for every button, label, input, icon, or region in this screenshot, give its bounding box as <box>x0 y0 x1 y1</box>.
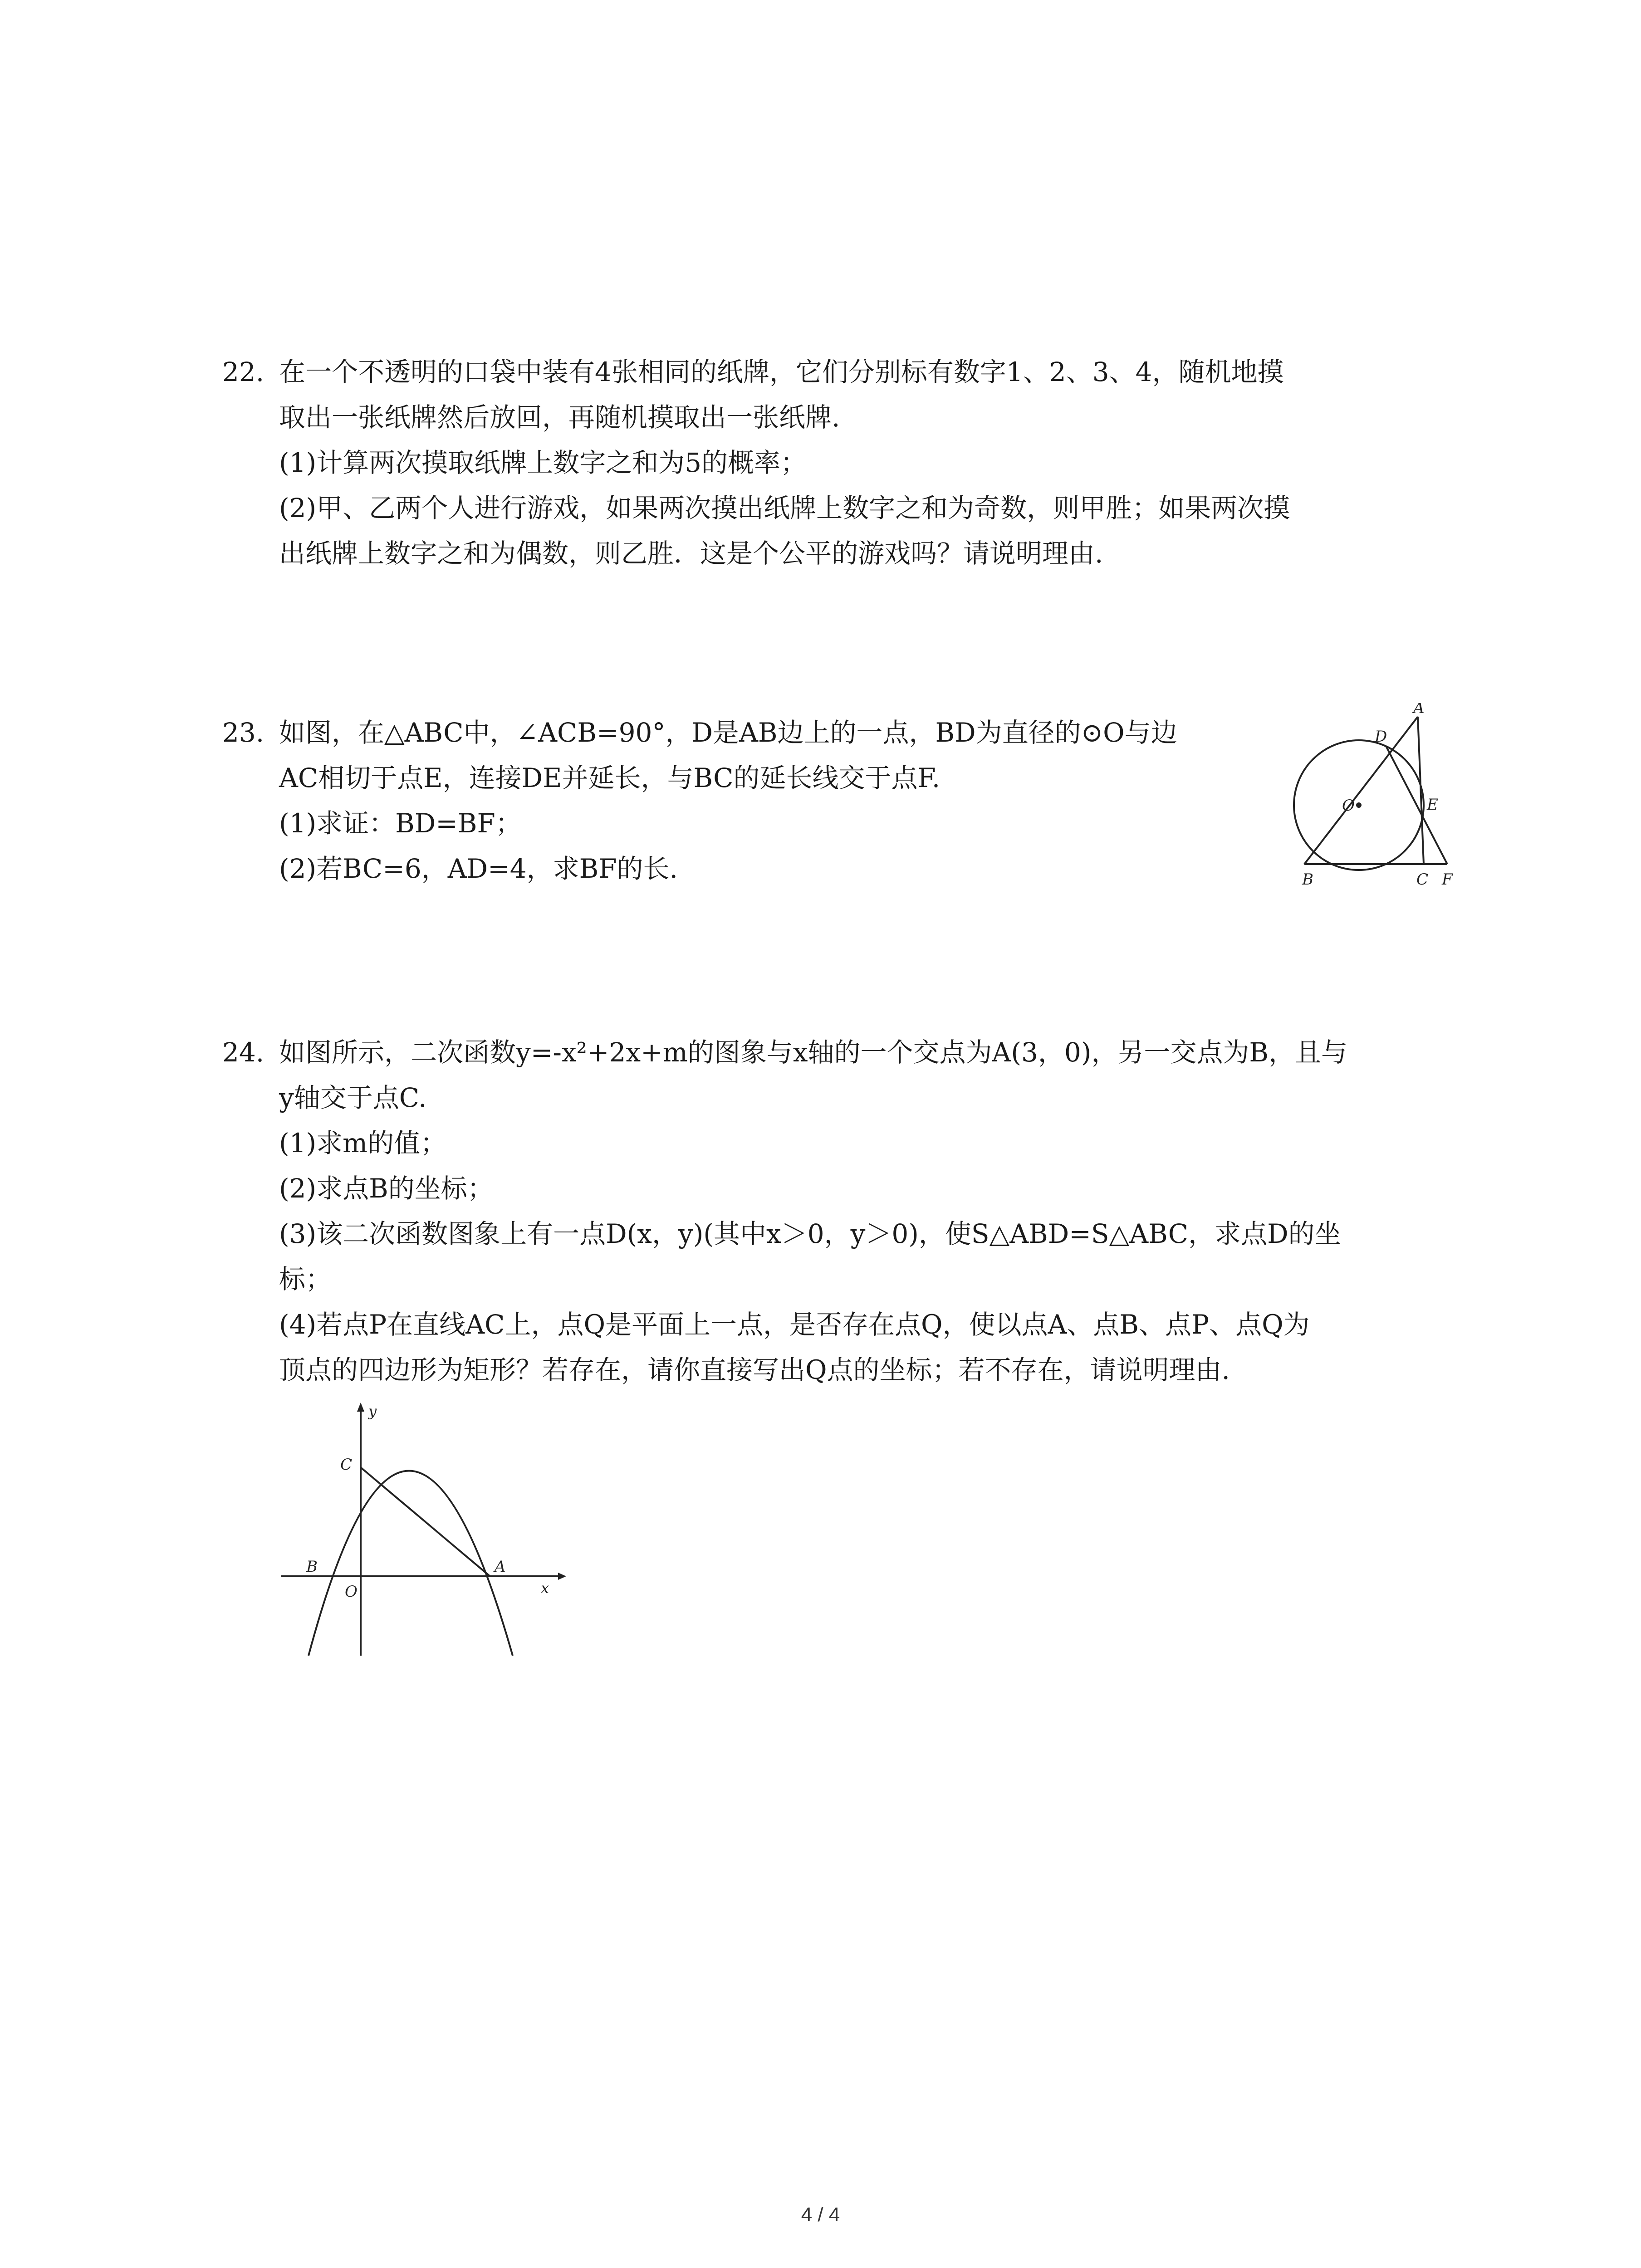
label-a: A <box>495 1558 506 1576</box>
label-c: C <box>1416 870 1429 889</box>
label-x: x <box>541 1579 549 1597</box>
problem-24-part-3: (3)该二次函数图象上有一点D(x，y)(其中x＞0，y＞0)，使S△ABD=S△ABC，求点D的坐 <box>279 1218 1341 1249</box>
parabola-figure <box>272 1397 572 1662</box>
problem-24-part-2: (2)求点B的坐标； <box>279 1173 494 1204</box>
problem-23 <box>222 710 1456 891</box>
center-point <box>1356 802 1362 808</box>
problem-24-line-2: y轴交于点C. <box>279 1082 427 1113</box>
problem-22-part-2: (2)甲、乙两个人进行游戏，如果两次摸出纸牌上数字之和为奇数，则甲胜；如果两次摸 <box>279 493 1290 523</box>
label-f: F <box>1442 870 1453 889</box>
problem-24-part-3-cont: 标； <box>279 1264 332 1295</box>
problem-number: 23. <box>222 717 265 748</box>
label-o: O <box>1342 797 1355 815</box>
problem-24-part-4-cont: 顶点的四边形为矩形？若存在，请你直接写出Q点的坐标；若不存在，请说明理由. <box>279 1354 1230 1385</box>
label-b: B <box>1302 870 1313 889</box>
y-axis-arrow <box>357 1403 364 1412</box>
problem-22-part-2-cont: 出纸牌上数字之和为偶数，则乙胜．这是个公平的游戏吗？请说明理由. <box>279 538 1103 569</box>
label-c: C <box>340 1456 353 1474</box>
problem-22-line-1: 22. 在一个不透明的口袋中装有4张相同的纸牌，它们分别标有数字1、2、3、4，随机地摸 <box>222 349 1456 395</box>
problem-23-line-1: 23. 如图，在△ABC中，∠ACB=90°，D是AB边上的一点，BD为直径的⊙O与边 <box>222 710 1456 755</box>
label-b: B <box>306 1558 318 1576</box>
problem-24 <box>222 1030 1456 1393</box>
problem-24-part-1: (1)求m的值； <box>279 1128 447 1158</box>
x-axis-arrow <box>558 1573 566 1580</box>
page-number: 4 / 4 <box>801 2204 840 2226</box>
problem-number: 22. <box>222 357 265 387</box>
segment-ab <box>1304 717 1418 864</box>
problem-22-line-2: 取出一张纸牌然后放回，再随机摸取出一张纸牌. <box>279 402 840 433</box>
label-y: y <box>368 1403 377 1420</box>
label-a: A <box>1413 703 1425 717</box>
problem-23-part-2: (2)若BC=6，AD=4，求BF的长. <box>279 853 678 884</box>
problem-22-part-1: (1)计算两次摸取纸牌上数字之和为5的概率； <box>279 447 807 478</box>
label-d: D <box>1375 728 1387 746</box>
label-o: O <box>345 1583 358 1601</box>
label-e: E <box>1427 796 1438 814</box>
parabola-curve <box>309 1471 513 1656</box>
circle-triangle-figure <box>1284 703 1465 895</box>
segment-ca <box>361 1467 490 1576</box>
problem-22 <box>222 349 1456 576</box>
problem-24-part-4: (4)若点P在直线AC上，点Q是平面上一点，是否存在点Q，使以点A、点B、点P、点Q为 <box>279 1309 1310 1340</box>
problem-number: 24. <box>222 1037 265 1068</box>
problem-23-part-1: (1)求证：BD=BF； <box>279 808 522 839</box>
problem-24-line-1: 24. 如图所示，二次函数y=-x²+2x+m的图象与x轴的一个交点为A(3，0)，另一交点为B，且与 <box>222 1030 1456 1075</box>
problem-23-line-2: AC相切于点E，连接DE并延长，与BC的延长线交于点F. <box>279 763 941 793</box>
